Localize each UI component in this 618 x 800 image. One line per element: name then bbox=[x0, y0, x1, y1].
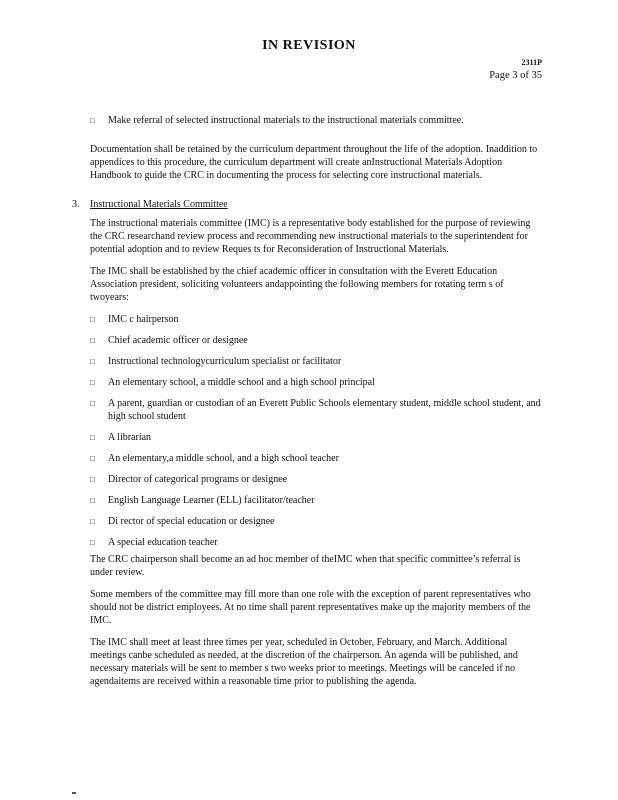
document-title: IN REVISION bbox=[262, 38, 356, 53]
list-item: □ Instructional technologycurriculum specialist or facilitator bbox=[90, 355, 542, 368]
page-number: Page 3 of 35 bbox=[489, 70, 542, 81]
crc-chairperson-paragraph: The CRC chairperson shall become an ad hoc member of theIMC when that specific committee’s referral is under review. bbox=[90, 554, 521, 578]
list-item: □ A parent, guardian or custodian of an Everett Public Schools elementary student, middle school student, and high school student bbox=[90, 397, 542, 423]
list-item: □ Director of categorical programs or designee bbox=[90, 473, 542, 486]
policy-code: 2311P bbox=[521, 58, 542, 67]
list-item: □ An elementary,a middle school, and a high school teacher bbox=[90, 452, 542, 465]
meeting-schedule-paragraph: The IMC shall meet at least three times per year, scheduled in October, February, and March. Additional meetings canbe scheduled as needed, at the discretion of the chairperson. An agenda will be published, and necessary materials will be sent to member s two weeks prior to meetings. Meetings will be canceled if no agendaitems are received within a reasonable time prior to publishing the agenda. bbox=[90, 637, 518, 687]
section-title: Instructional Materials Committee bbox=[90, 199, 228, 210]
list-item: □ A librarian bbox=[90, 431, 542, 444]
list-item: □ An elementary school, a middle school and a high school principal bbox=[90, 376, 542, 389]
list-item: □ Chief academic officer or designee bbox=[90, 334, 542, 347]
imc-description-paragraph: The instructional materials committee (IMC) is a representative body established for the purpose of reviewing the CRC researchand review process and recommending new instructional materials to the superintendent for potential adoption and to review Reques ts for Reconsideration of Instructional Materials. bbox=[90, 218, 531, 255]
list-item-referral: □ Make referral of selected instructional materials to the instructional materials committee. bbox=[90, 114, 542, 127]
member-list bbox=[90, 313, 542, 549]
list-item: □ A special education teacher bbox=[90, 536, 542, 549]
list-item: □ English Language Learner (ELL) facilitator/teacher bbox=[90, 494, 542, 507]
list-item: □ Di rector of special education or designee bbox=[90, 515, 542, 528]
documentation-paragraph: Documentation shall be retained by the curriculum department throughout the life of the adoption. Inaddition to appendices to this procedure, the curriculum department will create anInstructional Materials Adoption Handbook to guide the CRC in documenting the process for selecting core instructional materials. bbox=[90, 144, 538, 181]
section-3 bbox=[72, 198, 542, 688]
document-body bbox=[72, 114, 542, 697]
page-mark bbox=[72, 792, 76, 794]
list-item: □ IMC c hairperson bbox=[90, 313, 542, 326]
member-roles-paragraph: Some members of the committee may fill more than one role with the exception of parent representatives who should not be district employees. At no time shall parent representatives make up the majority members of the IMC. bbox=[90, 589, 531, 626]
section-heading bbox=[72, 198, 542, 211]
section-number: 3. bbox=[72, 199, 80, 210]
imc-establishment-paragraph: The IMC shall be established by the chief academic officer in consultation with the Everett Education Association president, soliciting volunteers andappointing the following members for rotating term s of twoyears: bbox=[90, 266, 504, 303]
